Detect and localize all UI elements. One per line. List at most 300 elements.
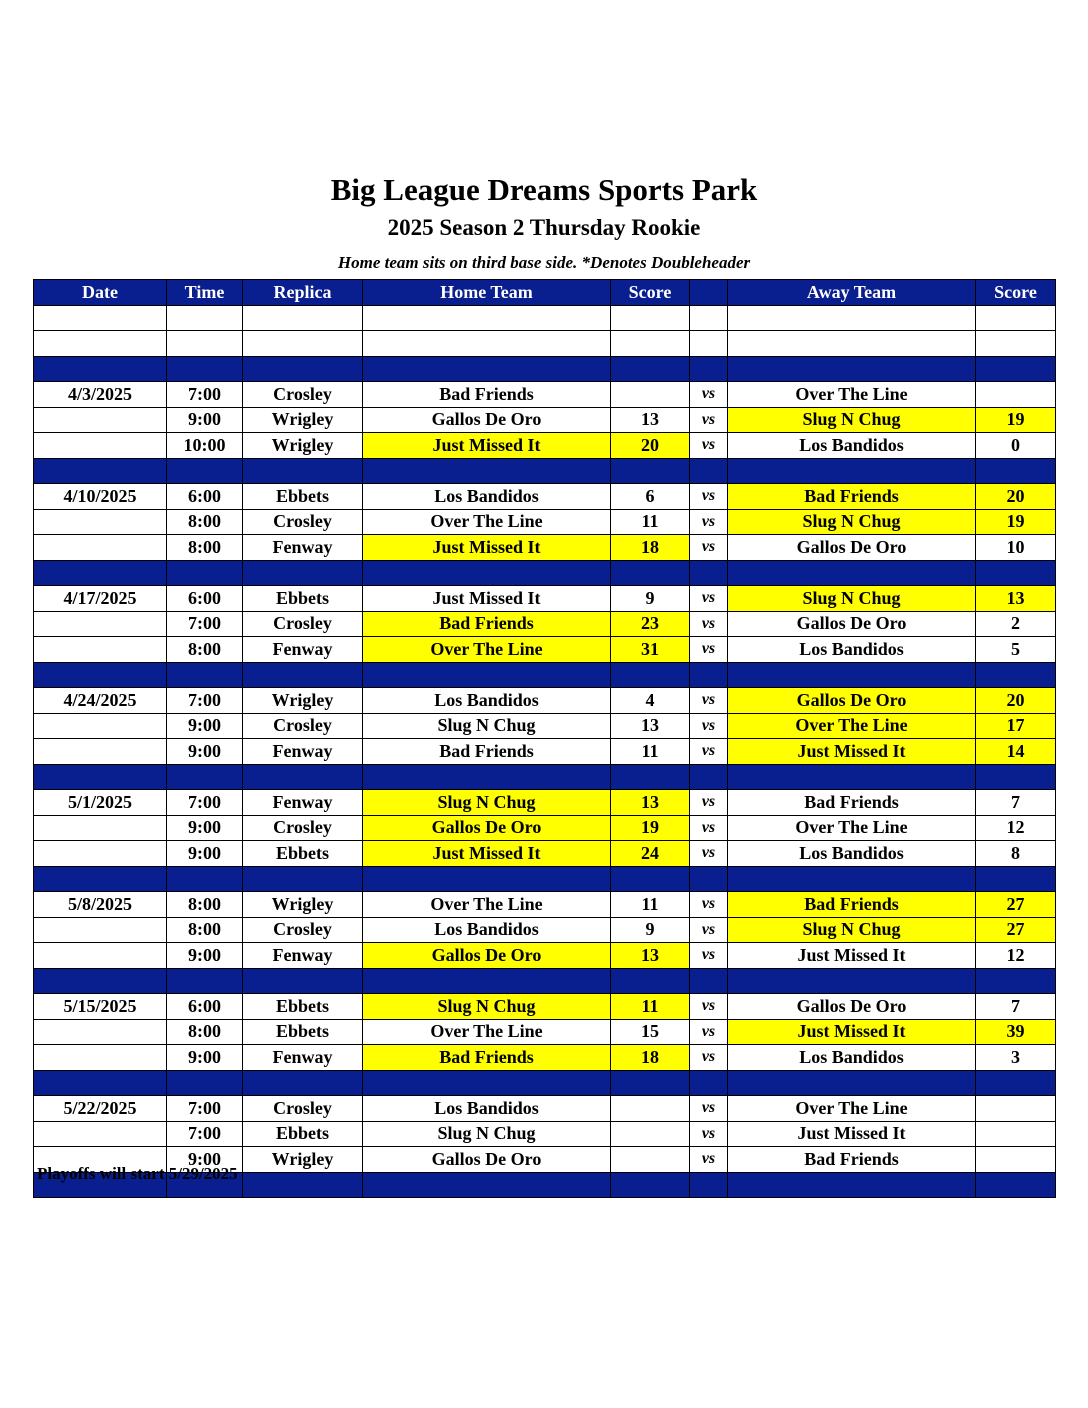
time-cell: 8:00 [167, 892, 243, 918]
away-team-cell: Slug N Chug [728, 917, 976, 943]
replica-cell: Crosley [243, 815, 363, 841]
home-team-cell: Over The Line [363, 892, 611, 918]
vs-cell [690, 305, 728, 331]
home-score-cell: 11 [611, 892, 690, 918]
table-row [34, 815, 1056, 841]
vs-cell: vs [690, 892, 728, 918]
away-team-cell: Gallos De Oro [728, 994, 976, 1020]
replica-cell [243, 764, 363, 790]
vs-cell: vs [690, 484, 728, 510]
vs-cell: vs [690, 994, 728, 1020]
home-team-cell [363, 305, 611, 331]
time-cell: 7:00 [167, 1121, 243, 1147]
home-team-cell: Los Bandidos [363, 484, 611, 510]
away-team-cell: Gallos De Oro [728, 535, 976, 561]
date-cell [34, 917, 167, 943]
time-cell: 7:00 [167, 1096, 243, 1122]
replica-cell: Wrigley [243, 433, 363, 459]
replica-cell: Wrigley [243, 688, 363, 714]
table-row [34, 484, 1056, 510]
home-score-cell [611, 458, 690, 484]
time-cell [167, 458, 243, 484]
vs-cell: vs [690, 1019, 728, 1045]
table-row [34, 535, 1056, 561]
time-cell: 7:00 [167, 382, 243, 408]
date-cell: 5/8/2025 [34, 892, 167, 918]
home-score-cell [611, 866, 690, 892]
home-team-cell: Slug N Chug [363, 790, 611, 816]
away-score-cell: 7 [976, 994, 1056, 1020]
away-score-cell: 8 [976, 841, 1056, 867]
vs-cell: vs [690, 586, 728, 612]
home-team-cell [363, 560, 611, 586]
away-score-cell [976, 866, 1056, 892]
replica-cell: Ebbets [243, 1019, 363, 1045]
home-score-cell: 24 [611, 841, 690, 867]
page-title: Big League Dreams Sports Park [330, 172, 758, 207]
away-score-cell [976, 1121, 1056, 1147]
vs-cell: vs [690, 790, 728, 816]
schedule-body [34, 305, 1056, 1198]
home-score-cell: 6 [611, 484, 690, 510]
date-cell [34, 433, 167, 459]
table-row [34, 611, 1056, 637]
home-team-cell: Bad Friends [363, 739, 611, 765]
date-cell: 4/10/2025 [34, 484, 167, 510]
col-header-vs [690, 280, 728, 306]
week-separator-row [34, 866, 1056, 892]
away-score-cell: 20 [976, 688, 1056, 714]
table-row [34, 790, 1056, 816]
date-cell [34, 1019, 167, 1045]
home-team-cell [363, 458, 611, 484]
schedule-table [33, 279, 1056, 1198]
home-team-cell [363, 764, 611, 790]
replica-cell [243, 866, 363, 892]
time-cell: 8:00 [167, 917, 243, 943]
home-score-cell: 20 [611, 433, 690, 459]
vs-cell [690, 356, 728, 382]
home-team-cell [363, 331, 611, 357]
col-header-away-team: Away Team [728, 280, 976, 306]
footer-note: Playoffs will start 5/29/2025 [37, 1164, 238, 1183]
time-cell: 8:00 [167, 535, 243, 561]
table-row [34, 1019, 1056, 1045]
time-cell: 8:00 [167, 637, 243, 663]
replica-cell [243, 1172, 363, 1198]
away-team-cell: Los Bandidos [728, 433, 976, 459]
date-cell [34, 637, 167, 663]
home-score-cell [611, 356, 690, 382]
home-team-cell: Gallos De Oro [363, 407, 611, 433]
date-cell: 4/3/2025 [34, 382, 167, 408]
away-score-cell [976, 560, 1056, 586]
time-cell: 8:00 [167, 1019, 243, 1045]
away-score-cell [976, 662, 1056, 688]
home-score-cell: 9 [611, 917, 690, 943]
away-score-cell: 19 [976, 509, 1056, 535]
col-header-replica: Replica [243, 280, 363, 306]
home-score-cell [611, 1096, 690, 1122]
home-team-cell [363, 968, 611, 994]
table-row [34, 1045, 1056, 1071]
vs-cell: vs [690, 713, 728, 739]
home-score-cell [611, 662, 690, 688]
table-row [34, 382, 1056, 408]
home-score-cell: 11 [611, 994, 690, 1020]
home-score-cell: 19 [611, 815, 690, 841]
week-separator-row [34, 662, 1056, 688]
replica-cell: Crosley [243, 382, 363, 408]
away-score-cell: 20 [976, 484, 1056, 510]
home-team-cell [363, 662, 611, 688]
time-cell: 9:00 [167, 739, 243, 765]
home-team-cell: Los Bandidos [363, 688, 611, 714]
away-score-cell [976, 382, 1056, 408]
away-team-cell: Over The Line [728, 713, 976, 739]
away-score-cell: 19 [976, 407, 1056, 433]
home-score-cell [611, 560, 690, 586]
date-cell [34, 611, 167, 637]
time-cell: 9:00 [167, 713, 243, 739]
away-team-cell [728, 458, 976, 484]
away-team-cell: Just Missed It [728, 1019, 976, 1045]
home-score-cell: 13 [611, 713, 690, 739]
home-score-cell: 11 [611, 509, 690, 535]
replica-cell [243, 305, 363, 331]
replica-cell: Wrigley [243, 1147, 363, 1173]
away-score-cell: 7 [976, 790, 1056, 816]
away-score-cell: 12 [976, 943, 1056, 969]
home-score-cell [611, 331, 690, 357]
away-team-cell: Gallos De Oro [728, 688, 976, 714]
time-cell [167, 1070, 243, 1096]
date-cell [34, 1045, 167, 1071]
away-team-cell: Bad Friends [728, 892, 976, 918]
replica-cell: Ebbets [243, 484, 363, 510]
away-team-cell [728, 866, 976, 892]
away-team-cell [728, 305, 976, 331]
replica-cell [243, 968, 363, 994]
home-team-cell: Over The Line [363, 1019, 611, 1045]
away-score-cell [976, 764, 1056, 790]
home-team-cell: Los Bandidos [363, 1096, 611, 1122]
away-score-cell: 12 [976, 815, 1056, 841]
away-score-cell: 27 [976, 917, 1056, 943]
replica-cell: Fenway [243, 790, 363, 816]
away-score-cell: 5 [976, 637, 1056, 663]
replica-cell [243, 662, 363, 688]
time-cell [167, 968, 243, 994]
date-cell: 5/15/2025 [34, 994, 167, 1020]
away-score-cell: 27 [976, 892, 1056, 918]
home-team-cell: Slug N Chug [363, 1121, 611, 1147]
away-score-cell: 17 [976, 713, 1056, 739]
table-row [34, 688, 1056, 714]
time-cell: 9:00 [167, 943, 243, 969]
home-score-cell: 31 [611, 637, 690, 663]
away-score-cell [976, 305, 1056, 331]
week-separator-row [34, 560, 1056, 586]
table-row [34, 1121, 1056, 1147]
time-cell: 9:00 [167, 815, 243, 841]
table-row [34, 713, 1056, 739]
home-score-cell [611, 1121, 690, 1147]
date-cell [34, 764, 167, 790]
table-row [34, 407, 1056, 433]
home-score-cell [611, 305, 690, 331]
date-cell [34, 943, 167, 969]
date-cell [34, 841, 167, 867]
replica-cell: Crosley [243, 713, 363, 739]
date-cell [34, 662, 167, 688]
away-team-cell [728, 968, 976, 994]
date-cell [34, 1070, 167, 1096]
home-team-cell: Bad Friends [363, 382, 611, 408]
home-team-cell: Slug N Chug [363, 713, 611, 739]
vs-cell [690, 331, 728, 357]
table-row [34, 509, 1056, 535]
date-cell: 5/22/2025 [34, 1096, 167, 1122]
vs-cell: vs [690, 688, 728, 714]
home-score-cell [611, 764, 690, 790]
time-cell: 9:00 [167, 407, 243, 433]
replica-cell: Fenway [243, 1045, 363, 1071]
week-separator-row [34, 356, 1056, 382]
home-team-cell: Los Bandidos [363, 917, 611, 943]
away-team-cell: Over The Line [728, 815, 976, 841]
date-cell [34, 458, 167, 484]
replica-cell [243, 560, 363, 586]
table-row [34, 1096, 1056, 1122]
replica-cell: Ebbets [243, 994, 363, 1020]
vs-cell: vs [690, 841, 728, 867]
away-score-cell: 3 [976, 1045, 1056, 1071]
away-score-cell: 2 [976, 611, 1056, 637]
vs-cell: vs [690, 637, 728, 663]
away-team-cell [728, 662, 976, 688]
vs-cell: vs [690, 739, 728, 765]
vs-cell: vs [690, 917, 728, 943]
replica-cell: Ebbets [243, 1121, 363, 1147]
away-team-cell: Slug N Chug [728, 407, 976, 433]
home-score-cell: 18 [611, 1045, 690, 1071]
col-header-away-score: Score [976, 280, 1056, 306]
replica-cell [243, 356, 363, 382]
replica-cell: Fenway [243, 739, 363, 765]
home-score-cell: 9 [611, 586, 690, 612]
home-score-cell [611, 1172, 690, 1198]
away-score-cell [976, 331, 1056, 357]
date-cell [34, 509, 167, 535]
page-subtitle: 2025 Season 2 Thursday Rookie [387, 215, 701, 240]
date-cell [34, 535, 167, 561]
replica-cell [243, 1070, 363, 1096]
away-team-cell: Los Bandidos [728, 1045, 976, 1071]
away-score-cell [976, 1172, 1056, 1198]
home-team-cell: Gallos De Oro [363, 815, 611, 841]
away-team-cell: Over The Line [728, 382, 976, 408]
time-cell: 9:00 [167, 1147, 243, 1173]
home-team-cell: Just Missed It [363, 841, 611, 867]
home-team-cell: Just Missed It [363, 586, 611, 612]
date-cell [34, 305, 167, 331]
date-cell: 4/24/2025 [34, 688, 167, 714]
vs-cell [690, 764, 728, 790]
away-team-cell [728, 1070, 976, 1096]
away-score-cell: 10 [976, 535, 1056, 561]
col-header-home-score: Score [611, 280, 690, 306]
away-team-cell [728, 1172, 976, 1198]
away-score-cell: 39 [976, 1019, 1056, 1045]
time-cell [167, 331, 243, 357]
vs-cell: vs [690, 535, 728, 561]
home-score-cell: 4 [611, 688, 690, 714]
away-team-cell [728, 764, 976, 790]
away-team-cell: Just Missed It [728, 943, 976, 969]
vs-cell: vs [690, 1121, 728, 1147]
vs-cell [690, 866, 728, 892]
replica-cell: Crosley [243, 917, 363, 943]
away-team-cell: Gallos De Oro [728, 611, 976, 637]
vs-cell: vs [690, 382, 728, 408]
date-cell [34, 739, 167, 765]
away-team-cell: Bad Friends [728, 484, 976, 510]
home-team-cell: Over The Line [363, 637, 611, 663]
away-team-cell: Just Missed It [728, 1121, 976, 1147]
vs-cell: vs [690, 433, 728, 459]
home-score-cell [611, 1070, 690, 1096]
replica-cell: Crosley [243, 1096, 363, 1122]
vs-cell: vs [690, 407, 728, 433]
time-cell: 7:00 [167, 790, 243, 816]
away-score-cell: 14 [976, 739, 1056, 765]
home-score-cell: 15 [611, 1019, 690, 1045]
vs-cell [690, 560, 728, 586]
away-team-cell: Bad Friends [728, 790, 976, 816]
away-team-cell: Bad Friends [728, 1147, 976, 1173]
schedule-note: Home team sits on third base side. *Denotes Doubleheader [337, 253, 751, 272]
table-row [34, 892, 1056, 918]
away-team-cell: Los Bandidos [728, 841, 976, 867]
date-cell [34, 713, 167, 739]
home-team-cell: Gallos De Oro [363, 1147, 611, 1173]
away-team-cell [728, 356, 976, 382]
home-score-cell: 11 [611, 739, 690, 765]
replica-cell: Crosley [243, 611, 363, 637]
week-separator-row [34, 458, 1056, 484]
date-cell [34, 968, 167, 994]
vs-cell: vs [690, 1147, 728, 1173]
home-team-cell [363, 1172, 611, 1198]
time-cell [167, 662, 243, 688]
time-cell [167, 305, 243, 331]
away-score-cell [976, 356, 1056, 382]
away-score-cell [976, 1147, 1056, 1173]
date-cell [34, 866, 167, 892]
home-team-cell: Over The Line [363, 509, 611, 535]
week-separator-row [34, 764, 1056, 790]
away-team-cell: Over The Line [728, 1096, 976, 1122]
table-row [34, 433, 1056, 459]
home-team-cell: Slug N Chug [363, 994, 611, 1020]
date-cell [34, 1121, 167, 1147]
home-team-cell [363, 1070, 611, 1096]
home-score-cell: 18 [611, 535, 690, 561]
vs-cell: vs [690, 1096, 728, 1122]
home-score-cell: 13 [611, 790, 690, 816]
replica-cell: Ebbets [243, 841, 363, 867]
replica-cell: Wrigley [243, 407, 363, 433]
table-row [34, 739, 1056, 765]
time-cell: 7:00 [167, 688, 243, 714]
vs-cell [690, 1070, 728, 1096]
home-score-cell [611, 382, 690, 408]
vs-cell [690, 1172, 728, 1198]
date-cell [34, 356, 167, 382]
home-score-cell: 13 [611, 943, 690, 969]
home-team-cell [363, 866, 611, 892]
time-cell: 7:00 [167, 611, 243, 637]
vs-cell: vs [690, 1045, 728, 1071]
home-team-cell: Bad Friends [363, 611, 611, 637]
time-cell: 6:00 [167, 994, 243, 1020]
time-cell: 6:00 [167, 484, 243, 510]
home-score-cell [611, 968, 690, 994]
away-team-cell [728, 560, 976, 586]
time-cell [167, 764, 243, 790]
date-cell: 5/1/2025 [34, 790, 167, 816]
time-cell: 8:00 [167, 509, 243, 535]
home-team-cell: Gallos De Oro [363, 943, 611, 969]
away-team-cell: Slug N Chug [728, 509, 976, 535]
vs-cell: vs [690, 509, 728, 535]
time-cell: 6:00 [167, 586, 243, 612]
date-cell [34, 815, 167, 841]
vs-cell [690, 458, 728, 484]
time-cell [167, 560, 243, 586]
away-team-cell: Slug N Chug [728, 586, 976, 612]
date-cell: 4/17/2025 [34, 586, 167, 612]
away-team-cell [728, 331, 976, 357]
empty-row [34, 305, 1056, 331]
date-cell [34, 560, 167, 586]
table-row [34, 943, 1056, 969]
away-score-cell: 13 [976, 586, 1056, 612]
home-score-cell [611, 1147, 690, 1173]
time-cell [167, 866, 243, 892]
table-row [34, 586, 1056, 612]
col-header-date: Date [34, 280, 167, 306]
home-score-cell: 13 [611, 407, 690, 433]
empty-row [34, 331, 1056, 357]
away-score-cell [976, 968, 1056, 994]
date-cell [34, 407, 167, 433]
away-score-cell [976, 458, 1056, 484]
replica-cell: Crosley [243, 509, 363, 535]
table-header-row [34, 280, 1056, 306]
time-cell: 10:00 [167, 433, 243, 459]
time-cell [167, 356, 243, 382]
week-separator-row [34, 1070, 1056, 1096]
table-row [34, 841, 1056, 867]
away-score-cell [976, 1096, 1056, 1122]
away-score-cell: 0 [976, 433, 1056, 459]
vs-cell: vs [690, 611, 728, 637]
vs-cell: vs [690, 815, 728, 841]
home-score-cell: 23 [611, 611, 690, 637]
replica-cell: Fenway [243, 943, 363, 969]
